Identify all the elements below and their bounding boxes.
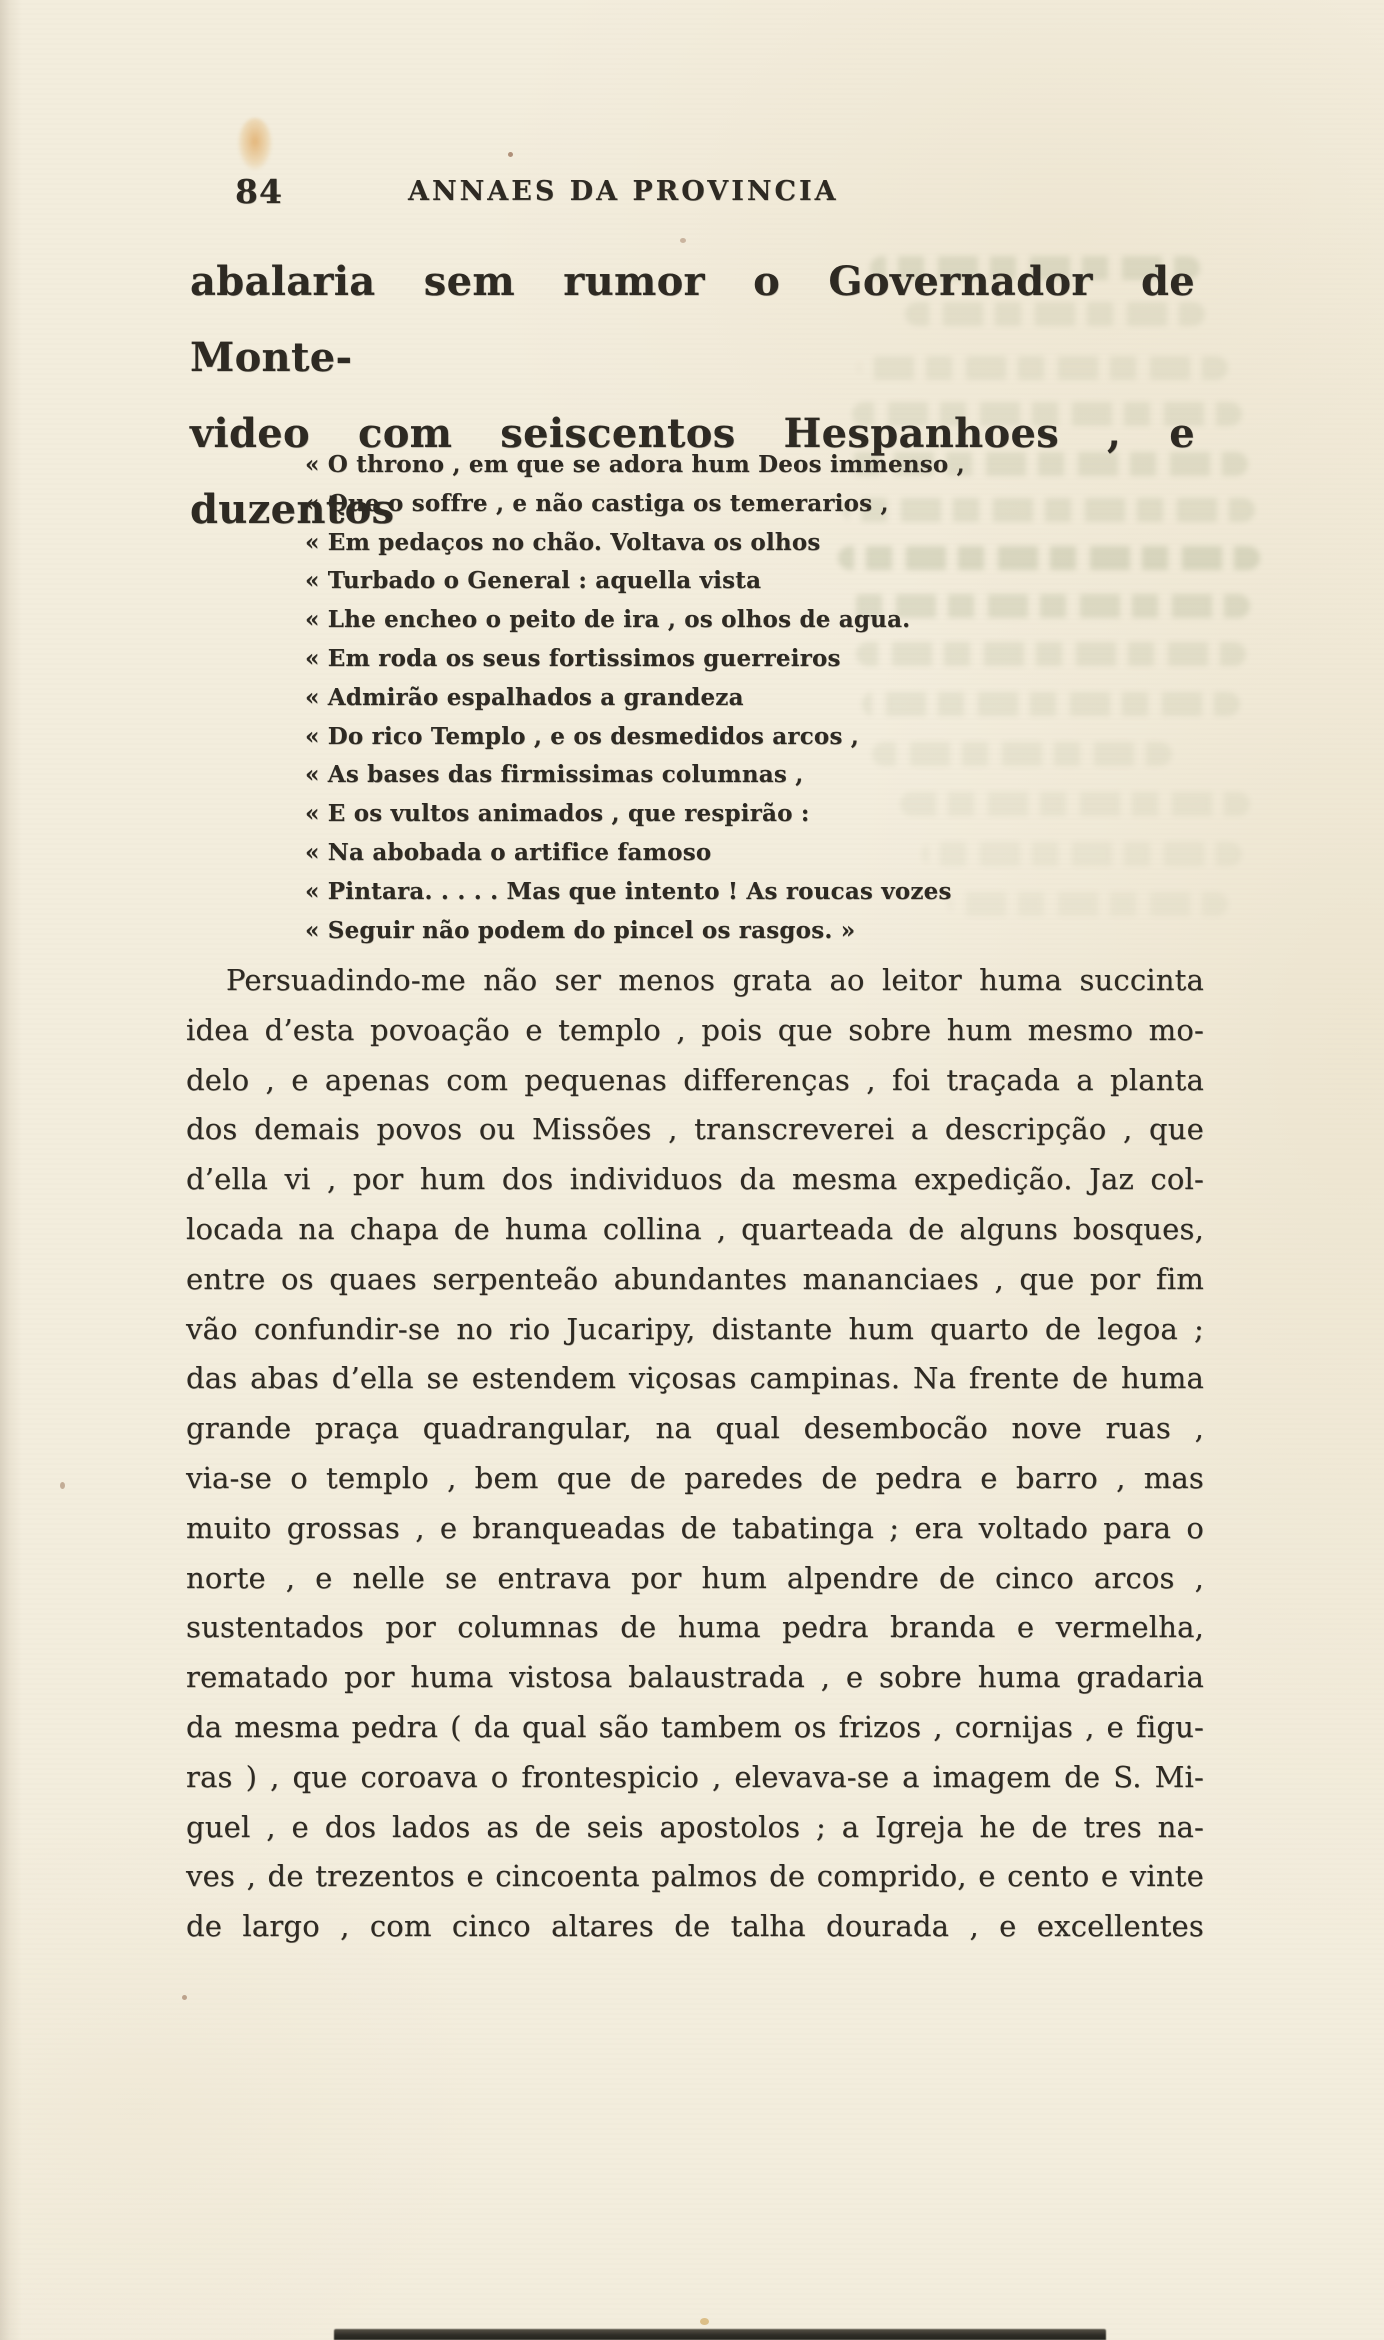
body-text-line: locada na chapa de huma collina , quarteada de alguns bosques, (186, 1211, 1204, 1246)
body-text-line: vão confundir-se no rio Jucaripy, distante hum quarto de legoa ; (186, 1311, 1204, 1346)
body-text-line: entre os quaes serpenteão abundantes mananciaes , que por fim (186, 1261, 1204, 1296)
body-text-line: via-se o templo , bem que de paredes de pedra e barro , mas (186, 1460, 1204, 1495)
page-number: 84 (235, 172, 283, 211)
paper-speck (508, 152, 513, 157)
body-text-line: de largo , com cinco altares de talha dourada , e excellentes (186, 1909, 1204, 1944)
running-header (0, 172, 1384, 216)
lead-paragraph-line: video com seiscentos Hespanhoes , e duzentos (190, 410, 1195, 533)
paper-speck (182, 1995, 187, 2000)
verse-quote (305, 446, 1025, 950)
verse-line: « O throno , em que se adora hum Deos immenso , (305, 451, 965, 478)
paper-stain (238, 118, 272, 170)
body-text-line: ves , de trezentos e cincoenta palmos de comprido, e cento e vinte (186, 1859, 1204, 1894)
body-text-line: das abas d’ella se estendem viçosas campinas. Na frente de huma (186, 1361, 1204, 1396)
verse-line: « As bases das firmissimas columnas , (305, 761, 804, 789)
body-text-line: norte , e nelle se entrava por hum alpendre de cinco arcos , (186, 1560, 1204, 1595)
verse-line: « Em roda os seus fortissimos guerreiros (305, 644, 841, 672)
body-text-line: Persuadindo-me não ser menos grata ao leitor huma succinta (226, 963, 1204, 997)
verse-line: « E os vultos animados , que respirão : (305, 800, 810, 828)
verse-line: « Do rico Templo , e os desmedidos arcos , (305, 722, 860, 750)
verse-line: « Turbado o General : aquella vista (305, 567, 762, 595)
verse-line: « Em pedaços no chão. Voltava os olhos (305, 528, 821, 556)
body-text-line: ras ) , que coroava o frontespicio , elevava-se a imagem de S. Mi- (186, 1759, 1204, 1794)
body-text-line: sustentados por columnas de huma pedra branda e vermelha, (186, 1610, 1204, 1645)
paper-speck (700, 2318, 709, 2325)
body-text-line: grande praça quadrangular, na qual desembocão nove ruas , (186, 1411, 1204, 1446)
body-paragraph (186, 956, 1204, 1952)
verse-line: « Admirão espalhados a grandeza (305, 683, 744, 711)
paper-speck (680, 238, 686, 243)
verse-line: « Lhe encheo o peito de ira , os olhos de agua. (305, 606, 911, 634)
verse-line: « Na abobada o artifice famoso (305, 838, 712, 866)
body-text-line: muito grossas , e branqueadas de tabatinga ; era voltado para o (186, 1510, 1204, 1545)
body-text-line: dos demais povos ou Missões , transcreverei a descripção , que (186, 1112, 1204, 1147)
verse-line: « Que o soffre , e não castiga os temerarios , (305, 489, 889, 517)
verse-line: « Pintara. . . . . Mas que intento ! As roucas vozes (305, 877, 952, 905)
body-text-line: d’ella vi , por hum dos individuos da mesma expedição. Jaz col- (186, 1162, 1204, 1197)
lead-paragraph-line: abalaria sem rumor o Governador de Monte- (190, 258, 1195, 381)
paper-speck (60, 1482, 65, 1489)
body-text-line: idea d’esta povoação e templo , pois que sobre hum mesmo mo- (186, 1012, 1204, 1047)
body-text-line: da mesma pedra ( da qual são tambem os frizos , cornijas , e figu- (186, 1709, 1204, 1744)
scan-edge-artifact (334, 2329, 1106, 2340)
verse-line: « Seguir não podem do pincel os rasgos. » (305, 916, 856, 944)
body-text-line: rematado por huma vistosa balaustrada , e sobre huma gradaria (186, 1660, 1204, 1695)
body-text-line: delo , e apenas com pequenas differenças , foi traçada a planta (186, 1062, 1204, 1097)
running-title: ANNAES DA PROVINCIA (408, 176, 839, 207)
body-text-line: guel , e dos lados as de seis apostolos ; a Igreja he de tres na- (186, 1809, 1204, 1844)
